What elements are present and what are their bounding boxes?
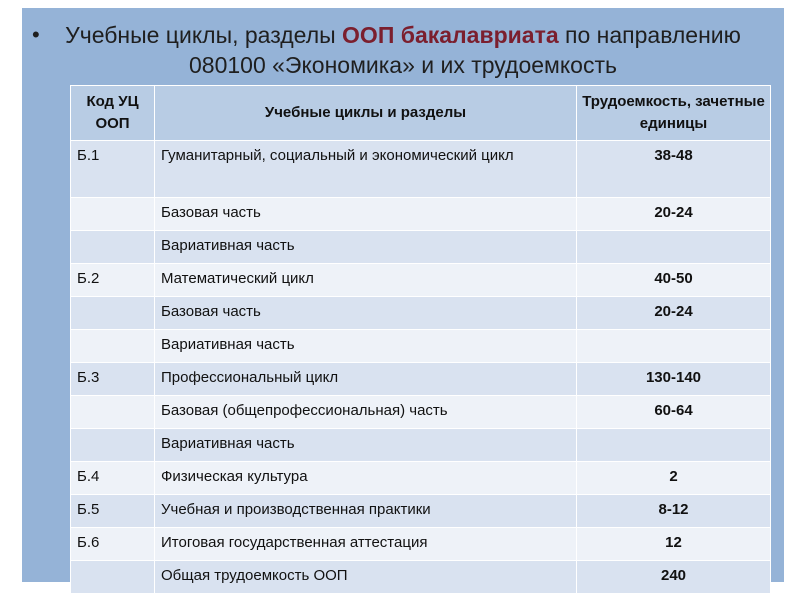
table-row bbox=[71, 198, 771, 231]
cell-name: Общая трудоемкость ООП bbox=[155, 561, 577, 594]
cell-name: Базовая (общепрофессиональная) часть bbox=[155, 396, 577, 429]
cell-name: Математический цикл bbox=[155, 264, 577, 297]
cell-code bbox=[71, 198, 155, 231]
table-body bbox=[71, 141, 771, 594]
cell-name: Базовая часть bbox=[155, 297, 577, 330]
cell-hours: 60-64 bbox=[577, 396, 771, 429]
curriculum-table bbox=[70, 85, 771, 594]
title-part-2: по направлению bbox=[558, 22, 741, 48]
cell-name: Вариативная часть bbox=[155, 231, 577, 264]
title-highlight: ООП бакалавриата bbox=[342, 22, 559, 48]
cell-hours: 20-24 bbox=[577, 198, 771, 231]
table-row bbox=[71, 141, 771, 198]
cell-code bbox=[71, 429, 155, 462]
cell-code: Б.3 bbox=[71, 363, 155, 396]
cell-hours bbox=[577, 231, 771, 264]
header-hours: Трудоемкость, зачетные единицы bbox=[577, 86, 771, 141]
table-row bbox=[71, 528, 771, 561]
table-row bbox=[71, 462, 771, 495]
table-row bbox=[71, 495, 771, 528]
cell-code: Б.4 bbox=[71, 462, 155, 495]
cell-code: Б.5 bbox=[71, 495, 155, 528]
cell-code: Б.2 bbox=[71, 264, 155, 297]
cell-code: Б.1 bbox=[71, 141, 155, 198]
cell-name: Гуманитарный, социальный и экономический цикл bbox=[155, 141, 577, 198]
bullet-icon: • bbox=[32, 22, 40, 47]
cell-hours: 12 bbox=[577, 528, 771, 561]
header-code: Код УЦ ООП bbox=[71, 86, 155, 141]
title-part-1: Учебные циклы, разделы bbox=[65, 22, 343, 48]
cell-hours: 2 bbox=[577, 462, 771, 495]
table-row bbox=[71, 297, 771, 330]
table-row bbox=[71, 363, 771, 396]
curriculum-table-container bbox=[70, 85, 770, 594]
cell-hours bbox=[577, 429, 771, 462]
cell-code bbox=[71, 297, 155, 330]
header-name: Учебные циклы и разделы bbox=[155, 86, 577, 141]
cell-code: Б.6 bbox=[71, 528, 155, 561]
slide-title bbox=[22, 20, 784, 80]
cell-hours: 38-48 bbox=[577, 141, 771, 198]
cell-name: Физическая культура bbox=[155, 462, 577, 495]
cell-hours: 8-12 bbox=[577, 495, 771, 528]
table-row bbox=[71, 231, 771, 264]
cell-code bbox=[71, 330, 155, 363]
cell-hours: 240 bbox=[577, 561, 771, 594]
cell-code bbox=[71, 396, 155, 429]
title-line-2: 080100 «Экономика» и их трудоемкость bbox=[189, 52, 617, 78]
cell-name: Учебная и производственная практики bbox=[155, 495, 577, 528]
table-row bbox=[71, 429, 771, 462]
table-row bbox=[71, 396, 771, 429]
cell-name: Вариативная часть bbox=[155, 330, 577, 363]
cell-name: Итоговая государственная аттестация bbox=[155, 528, 577, 561]
cell-code bbox=[71, 231, 155, 264]
cell-code bbox=[71, 561, 155, 594]
cell-name: Базовая часть bbox=[155, 198, 577, 231]
cell-hours: 20-24 bbox=[577, 297, 771, 330]
table-row bbox=[71, 264, 771, 297]
cell-hours: 130-140 bbox=[577, 363, 771, 396]
cell-hours: 40-50 bbox=[577, 264, 771, 297]
title-line-1 bbox=[22, 20, 784, 50]
cell-hours bbox=[577, 330, 771, 363]
table-header-row bbox=[71, 86, 771, 141]
table-row bbox=[71, 561, 771, 594]
cell-name: Профессиональный цикл bbox=[155, 363, 577, 396]
cell-name: Вариативная часть bbox=[155, 429, 577, 462]
table-row bbox=[71, 330, 771, 363]
